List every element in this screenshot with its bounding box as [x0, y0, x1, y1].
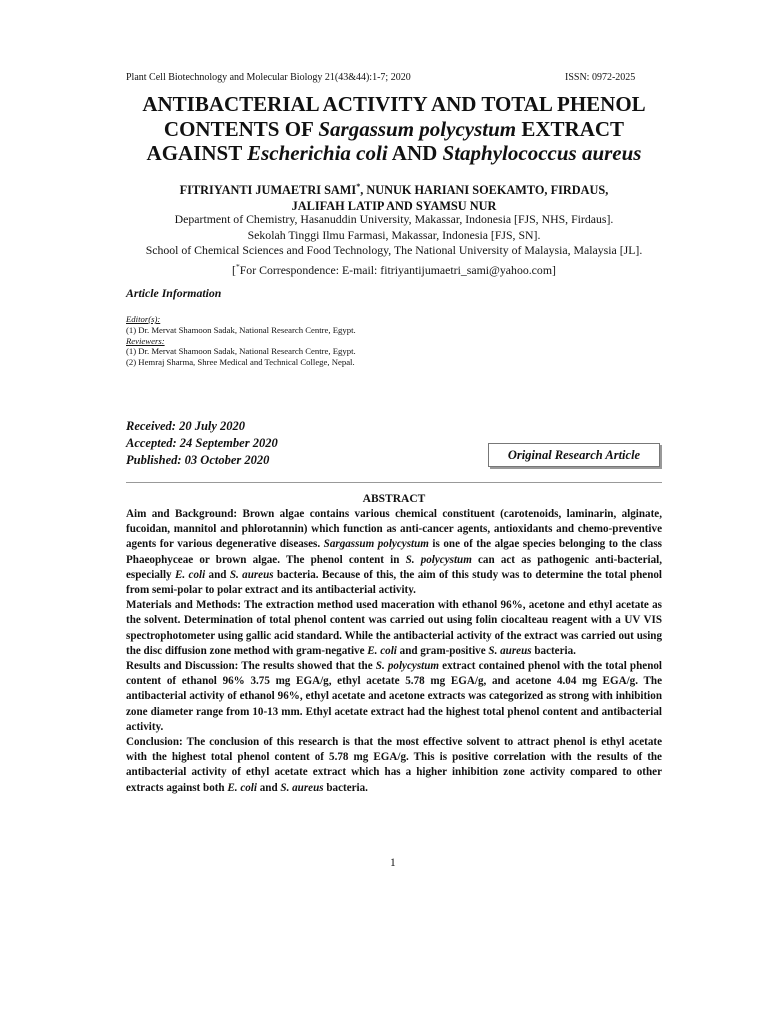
- species-name: Sargassum polycystum: [318, 116, 517, 141]
- correspondence-email: For Correspondence: E-mail: fitriyantijumaetri_sami@yahoo.com]: [239, 262, 556, 277]
- abstract-text: Results and Discussion: The results showed that the: [126, 660, 376, 673]
- editor-entry: (1) Dr. Mervat Shamoon Sadak, National Research Centre, Egypt.: [126, 324, 356, 335]
- species-name: Sargassum polycystum: [323, 538, 429, 551]
- corresponding-author-mark: *: [356, 182, 361, 191]
- author-names: , NUNUK HARIANI SOEKAMTO, FIRDAUS,: [360, 183, 609, 198]
- abstract-text: extract contained phenol with the total phenol content of ethanol 96% 3.75 mg EGA/g, ethyl acetate 5.78 mg EGA/g, and acetone 4.04 mg EGA/g. The antibacterial activity of ethanol 96%, ethyl acetate and acetone extracts was categorized as strong with inhibition zone diameter range from 10-13 mm. Ethyl acetate extract had the highest total phenol content and antibacterial activity.: [126, 660, 662, 733]
- abstract-text: and: [205, 568, 230, 581]
- reviewer-entry: (1) Dr. Mervat Shamoon Sadak, National Research Centre, Egypt.: [126, 346, 356, 357]
- divider: [126, 482, 662, 483]
- bracket: [: [232, 262, 236, 277]
- abstract-text: Aim and Background: Brown algae contains various chemical constituent (carotenoids, laminarin, alginate, fucoidan, mannitol and phlorotannin) which function as anti-cancer agents, antioxidants and chemo-preventive agents for various degenerative diseases.: [126, 508, 662, 551]
- reviewers-label: Reviewers:: [126, 335, 165, 346]
- correspondence-line: [96, 259, 692, 278]
- abstract-text: Conclusion: The conclusion of this research is that the most effective solvent to attract phenol is ethyl acetate with the highest total phenol content of 5.78 mg EGA/g. This is positive correlation with the results of the antibacterial activity of ethyl acetate extract which has a higher inhibition zone activity compared to other extracts against both: [126, 736, 662, 794]
- abstract-text: and gram-positive: [396, 644, 489, 657]
- abstract-text: bacteria. Because of this, the aim of this study was to determine the total phenol from semi-polar to polar extract and its antibacterial activity.: [126, 568, 662, 597]
- affiliation-line: Department of Chemistry, Hasanuddin University, Makassar, Indonesia [FJS, NHS, Firdaus].: [174, 212, 614, 226]
- published-date: Published: 03 October 2020: [126, 453, 270, 467]
- article-info-heading: Article Information: [126, 286, 222, 300]
- publication-dates: [126, 418, 278, 469]
- author-name: FITRIYANTI JUMAETRI SAMI: [179, 183, 357, 198]
- species-name: Staphylococcus aureus: [442, 141, 642, 165]
- abstract-conclusion: [126, 735, 662, 796]
- species-name: S. polycystum: [375, 660, 440, 673]
- editors-reviewers: [126, 314, 356, 368]
- abstract-text: is one of the algae species belonging to the class Phaeophyceae or brown algae. The phenol content in: [126, 538, 662, 566]
- title-line-1: ANTIBACTERIAL ACTIVITY AND TOTAL PHENOL: [142, 92, 646, 116]
- paper-title: [120, 92, 668, 166]
- reviewer-entry: (2) Hemraj Sharma, Shree Medical and Technical College, Nepal.: [126, 357, 355, 368]
- abstract-text: can act as pathogenic anti-bacterial, especially: [126, 553, 662, 581]
- species-name: S. aureus: [488, 644, 532, 657]
- editors-label: Editor(s):: [126, 314, 161, 324]
- abstract-text: and: [256, 781, 281, 794]
- abstract-text: Materials and Methods: The extraction method used maceration with ethanol 96%, acetone and ethyl acetate as the solvent. Determination of total phenol content was carried out using folin ciocalteau reagent with a UV VIS spectrophotometer using gallic acid standard. While the antibacterial activity of the extract was carried out using the disc diffusion zone method with gram-negative: [126, 599, 662, 657]
- journal-citation: Plant Cell Biotechnology and Molecular Biology 21(43&44):1-7; 2020: [126, 72, 411, 83]
- affiliation-line: Sekolah Tinggi Ilmu Farmasi, Makassar, Indonesia [FJS, SN].: [247, 227, 541, 242]
- corresponding-author-mark: *: [235, 261, 240, 271]
- abstract-heading: ABSTRACT: [362, 493, 426, 505]
- title-text: AGAINST: [146, 141, 248, 165]
- author-names: JALIFAH LATIP AND SYAMSU NUR: [291, 199, 497, 214]
- title-text: CONTENTS OF: [163, 116, 319, 141]
- affiliation-line: School of Chemical Sciences and Food Technology, The National University of Malaysia, Malaysia [JL].: [145, 243, 643, 257]
- species-name: S. aureus: [280, 781, 324, 794]
- received-date: Received: 20 July 2020: [126, 419, 246, 433]
- abstract-body: [126, 507, 662, 796]
- affiliations: [96, 212, 692, 278]
- accepted-date: Accepted: 24 September 2020: [126, 436, 278, 450]
- author-list: [100, 179, 688, 214]
- page-number: 1: [390, 857, 396, 869]
- abstract-methods: [126, 598, 662, 659]
- title-text: AND: [387, 141, 443, 165]
- species-name: S. aureus: [229, 568, 274, 581]
- abstract-text: bacteria.: [323, 781, 368, 794]
- issn: ISSN: 0972-2025: [565, 72, 636, 83]
- title-text: EXTRACT: [516, 116, 625, 141]
- species-name: Escherichia coli: [247, 141, 388, 165]
- abstract-text: bacteria.: [531, 644, 576, 657]
- article-type-badge: Original Research Article: [488, 443, 660, 467]
- species-name: E. coli: [367, 644, 397, 657]
- species-name: S. polycystum: [405, 553, 472, 566]
- species-name: E. coli: [174, 568, 206, 581]
- abstract-aim: [126, 507, 662, 598]
- species-name: E. coli: [227, 781, 257, 794]
- abstract-results: [126, 659, 662, 735]
